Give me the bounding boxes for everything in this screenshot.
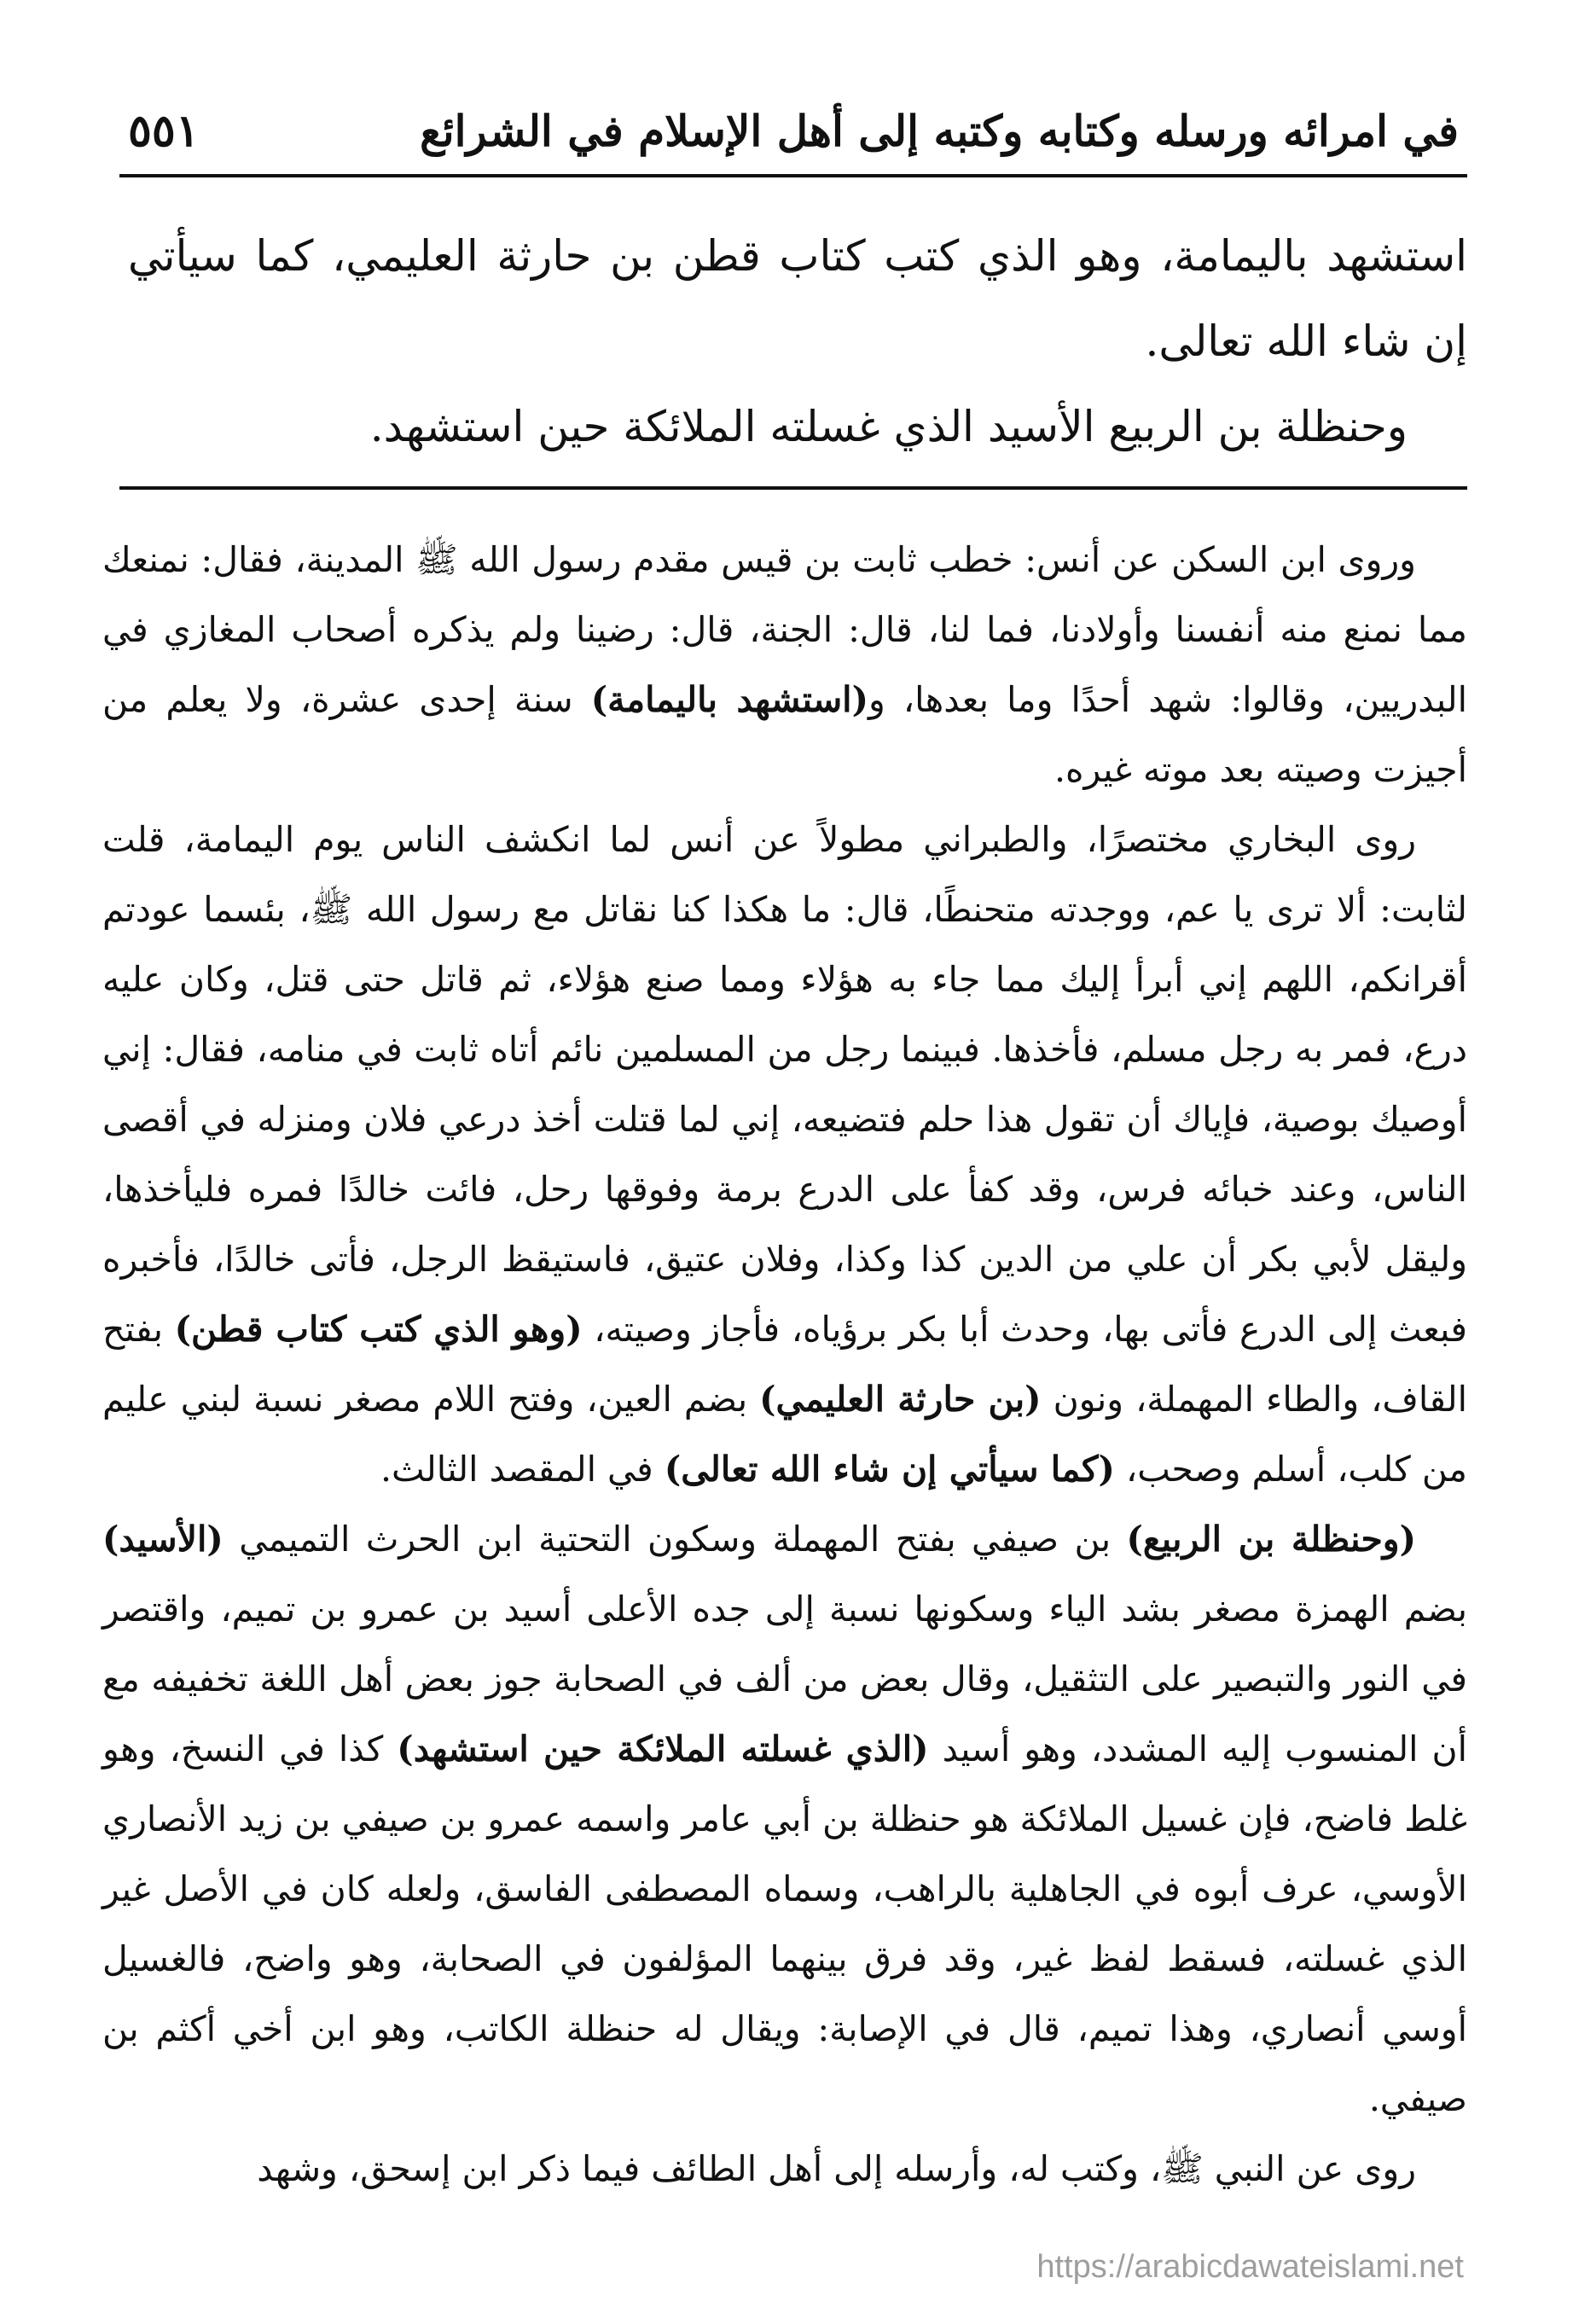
page-header	[128, 94, 1459, 167]
commentary-text: بضم العين، وفتح اللام مصغر نسبة لبني عليم من كلب، أسلم وصحب،	[102, 1379, 1467, 1490]
header-rule	[119, 174, 1467, 177]
commentary-text: بفتح القاف، والطاء المهملة، ونون	[102, 1309, 1468, 1420]
quoted-phrase: (وهو الذي كتب كتاب قطن)	[174, 1309, 583, 1350]
commentary-text: في المقصد الثالث.	[380, 1449, 665, 1490]
quoted-phrase: (استشهد باليمامة)	[590, 679, 868, 720]
main-text-line: استشهد باليمامة، وهو الذي كتب كتاب قطن بن حارثة العليمي، كما سيأتي إن شاء الله تعالى.	[128, 231, 1467, 366]
quoted-phrase: (الأسيد)	[102, 1519, 223, 1560]
commentary-text: وروى ابن السكن عن أنس: خطب ثابت بن قيس مقدم رسول الله ﷺ المدينة، فقال: نمنعك مما نمنع منه أنفسنا وأولادنا، فما لنا، قال: الجنة، قال: رضينا ولم يذكره أصحاب المغازي في البدريين، وقالوا: شهد أحدًا وما بعدها، و	[102, 539, 1468, 720]
commentary-text: روى عن النبي ﷺ، وكتب له، وأرسله إلى أهل الطائف فيما ذكر ابن إسحق، وشهد	[257, 2148, 1416, 2189]
commentary-text: سنة إحدى عشرة، ولا يعلم من أجيزت وصيته بعد موته غيره.	[102, 679, 1467, 790]
main-text-line: وحنظلة بن الربيع الأسيد الذي غسلته الملائكة حين استشهد.	[369, 402, 1408, 451]
commentary-paragraph	[102, 2134, 1467, 2204]
commentary-paragraph	[102, 1504, 1467, 2134]
commentary	[102, 525, 1467, 2204]
running-title: في امرائه ورسله وكتابه وكتبه إلى أهل الإسلام في الشرائع	[420, 105, 1459, 156]
commentary-text: بضم الهمزة مصغر بشد الياء وسكونها نسبة إلى جده الأعلى أسيد بن عمرو بن تميم، واقتصر في النور والتبصير على التثقيل، وقال بعض من ألف في الصحابة جوز بعض أهل اللغة تخفيفه مع أن المنسوب إليه المشدد، وهو أسيد	[102, 1589, 1467, 1769]
section-divider	[119, 486, 1467, 490]
quoted-phrase: (كما سيأتي إن شاء الله تعالى)	[664, 1449, 1115, 1490]
quoted-phrase: (بن حارثة العليمي)	[759, 1379, 1042, 1420]
main-text	[128, 213, 1467, 469]
commentary-text: روى البخاري مختصرًا، والطبراني مطولاً عن أنس لما انكشف الناس يوم اليمامة، قلت لثابت: ألا ترى يا عم، ووجدته متحنطًا، قال: ما هكذا كنا نقاتل مع رسول الله ﷺ، بئسما عودتم أقرانكم، اللهم إني أبرأ إليك مما جاء به هؤلاء ومما صنع هؤلاء، ثم قاتل حتى قتل، وكان عليه درع، فمر به رجل مسلم، فأخذها. فبينما رجل من المسلمين نائم أتاه ثابت في منامه، فقال: إني أوصيك بوصية، فإياك أن تقول هذا حلم فتضيعه، إني لما قتلت أخذ درعي فلان ومنزله في أقصى الناس، وعند خبائه فرس، وقد كفأ على الدرع برمة وفوقها رحل، فائت خالدًا فمره فليأخذها، وليقل لأبي بكر أن علي من الدين كذا وكذا، وفلان عتيق، فاستيقظ الرجل، فأتى خالدًا، فأخبره فبعث إلى الدرع فأتى بها، وحدث أبا بكر برؤياه، فأجاز وصيته،	[102, 819, 1467, 1350]
commentary-paragraph	[102, 805, 1467, 1504]
quoted-phrase: (وحنظلة بن الربيع)	[1126, 1519, 1416, 1560]
commentary-text: كذا في النسخ، وهو غلط فاضح، فإن غسيل الملائكة هو حنظلة بن أبي عامر واسمه عمرو بن صيفي بن زيد الأنصاري الأوسي، عرف أبوه في الجاهلية بالراهب، وسماه المصطفى الفاسق، ولعله كان في الأصل غير الذي غسلته، فسقط لفظ غير، وقد فرق بينهما المؤلفون في الصحابة، وهو واضح، فالغسيل أوسي أنصاري، وهذا تميم، قال في الإصابة: ويقال له حنظلة الكاتب، وهو ابن أخي أكثم بن صيفي.	[102, 1728, 1467, 2119]
commentary-paragraph	[102, 525, 1467, 805]
watermark-url: https://arabicdawateislami.net	[1036, 2249, 1464, 2285]
quoted-phrase: (الذي غسلته الملائكة حين استشهد)	[397, 1728, 929, 1769]
page-number: ٥٥١	[128, 104, 200, 157]
commentary-text: بن صيفي بفتح المهملة وسكون التحتية ابن الحرث التميمي	[223, 1519, 1127, 1560]
